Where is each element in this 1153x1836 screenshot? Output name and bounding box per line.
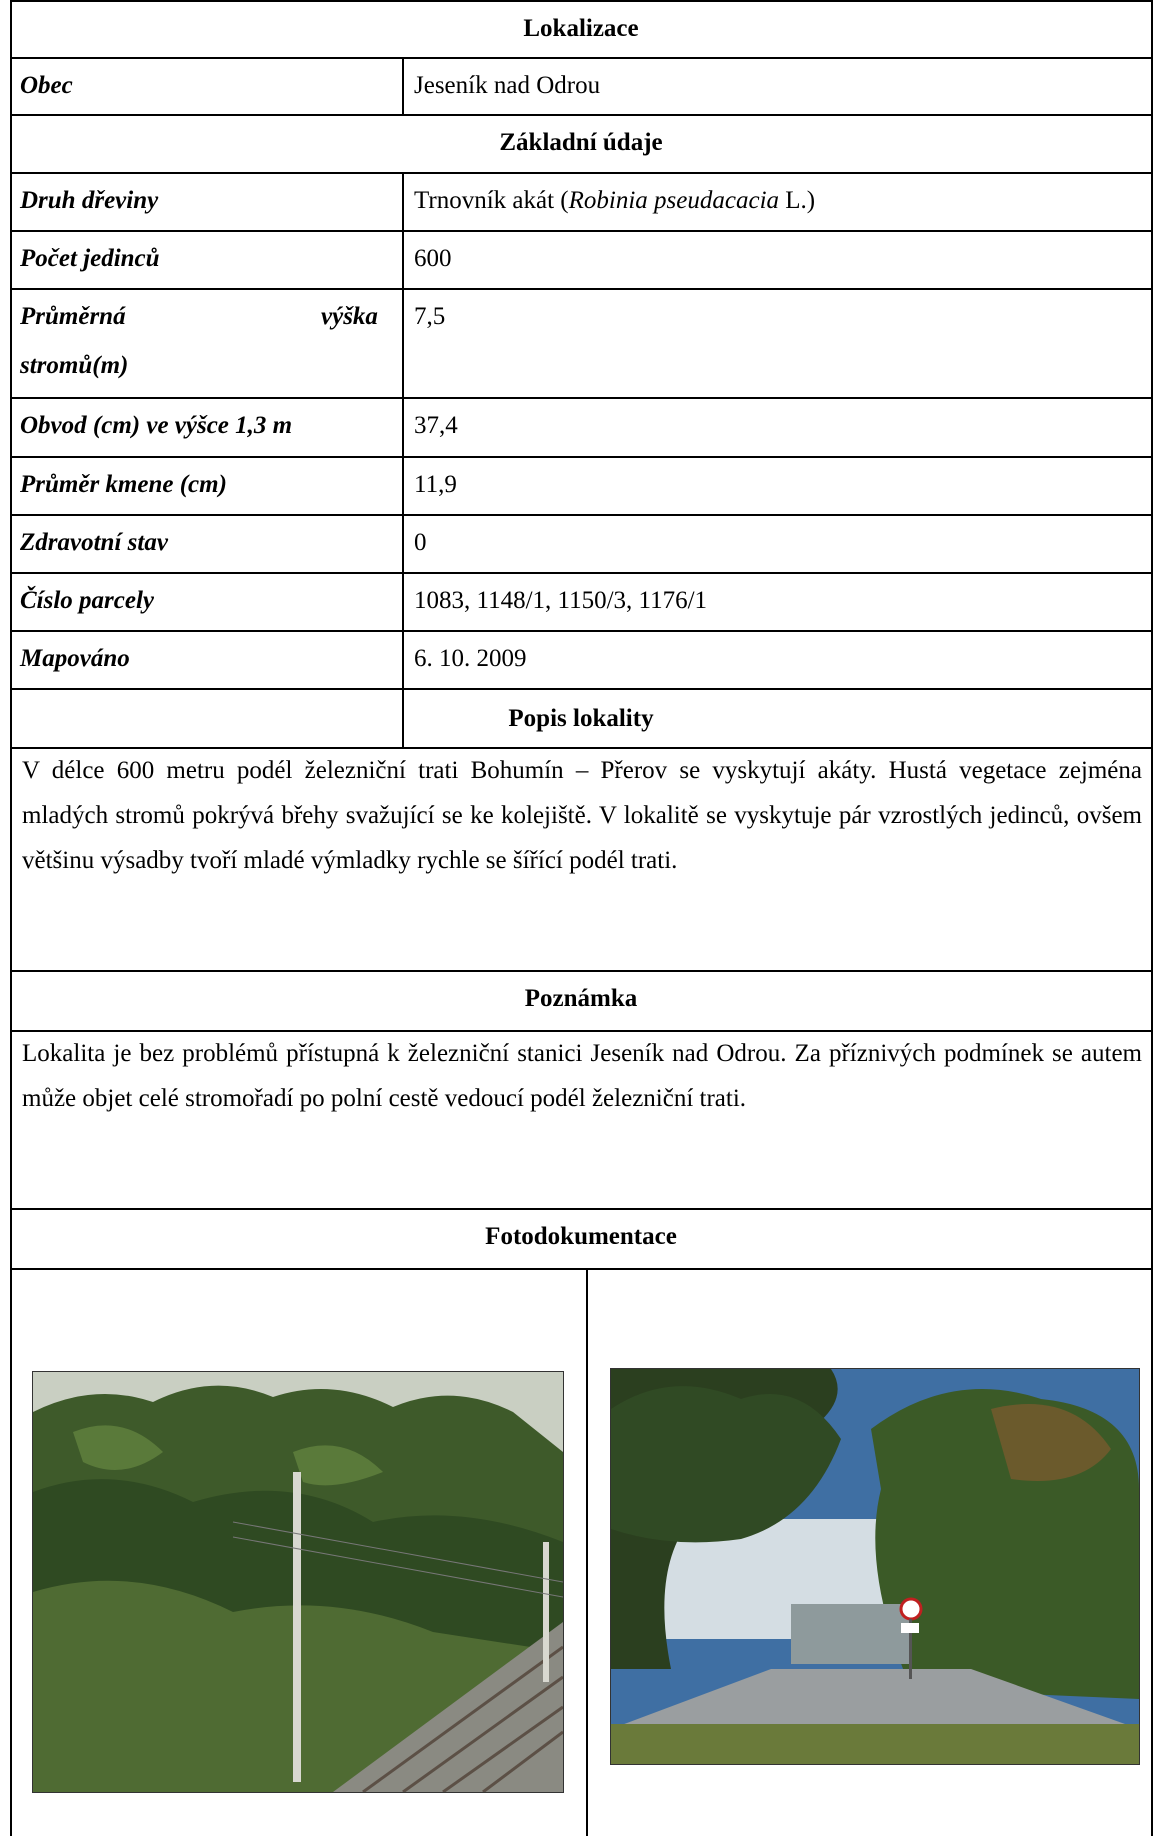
field-value-diameter: 11,9 xyxy=(414,471,457,498)
column-divider xyxy=(402,172,404,747)
field-label-parcel: Číslo parcely xyxy=(20,587,155,614)
column-divider xyxy=(402,57,404,114)
road-trees-photo xyxy=(610,1368,1140,1765)
field-label-health: Zdravotní stav xyxy=(20,529,168,556)
species-common-name: Trnovník akát ( xyxy=(414,187,569,214)
field-label-mapped: Mapováno xyxy=(20,645,130,672)
field-value-parcel: 1083, 1148/1, 1150/3, 1176/1 xyxy=(414,587,708,614)
road-trees-image xyxy=(611,1369,1139,1764)
row-divider xyxy=(10,572,1153,574)
row-divider xyxy=(10,230,1153,232)
row-divider xyxy=(10,1268,1153,1270)
field-value-circumference: 37,4 xyxy=(414,412,458,439)
field-value-species xyxy=(414,187,815,215)
section-header-note: Poznámka xyxy=(524,985,638,1012)
field-value-height: 7,5 xyxy=(414,303,446,330)
field-value-obec: Jeseník nad Odrou xyxy=(414,72,601,99)
section-header-description: Popis lokality xyxy=(508,705,654,732)
section-header-basic-data: Základní údaje xyxy=(499,129,663,156)
field-value-count: 600 xyxy=(414,245,452,272)
field-value-mapped: 6. 10. 2009 xyxy=(414,645,527,672)
field-label-species: Druh dřeviny xyxy=(20,187,159,214)
row-divider xyxy=(10,456,1153,458)
field-label-circumference: Obvod (cm) ve výšce 1,3 m xyxy=(20,412,293,439)
field-label-obec: Obec xyxy=(20,72,73,99)
row-divider xyxy=(10,172,1153,174)
section-header-photos: Fotodokumentace xyxy=(485,1223,677,1250)
field-label-diameter: Průměr kmene (cm) xyxy=(20,471,227,498)
table-border-left xyxy=(10,0,12,1836)
note-text: Lokalita je bez problémů přístupná k železniční stanici Jeseník nad Odrou. Za příznivých podmínek se autem může objet celé stromořadí po polní cestě vedoucí podél železniční trati. xyxy=(22,1040,1142,1112)
species-latin-name: Robinia pseudacacia xyxy=(568,187,780,214)
row-divider xyxy=(10,397,1153,399)
field-label-height-2: výška xyxy=(321,303,378,330)
field-value-health: 0 xyxy=(414,529,427,556)
section-header-location: Lokalizace xyxy=(523,15,639,42)
field-label-height-3: stromů(m) xyxy=(20,352,129,379)
row-divider xyxy=(10,630,1153,632)
railway-acacia-image xyxy=(33,1372,563,1792)
railway-acacia-photo xyxy=(32,1371,564,1793)
field-label-height-1: Průměrná xyxy=(20,303,126,330)
field-label-count: Počet jedinců xyxy=(20,245,160,272)
species-author: L.) xyxy=(779,187,816,214)
description-text: V délce 600 metru podél železniční trati Bohumín – Přerov se vyskytují akáty. Hustá vegetace zejména mladých stromů pokrývá břehy svažující se ke kolejiště. V lokalitě se vyskytuje pár vzrostlých jedinců, ovšem většinu výsadby tvoří mladé výmladky rychle se šířící podél trati. xyxy=(22,757,1142,874)
row-divider xyxy=(10,514,1153,516)
photo-column-divider xyxy=(586,1268,588,1836)
row-divider xyxy=(10,288,1153,290)
